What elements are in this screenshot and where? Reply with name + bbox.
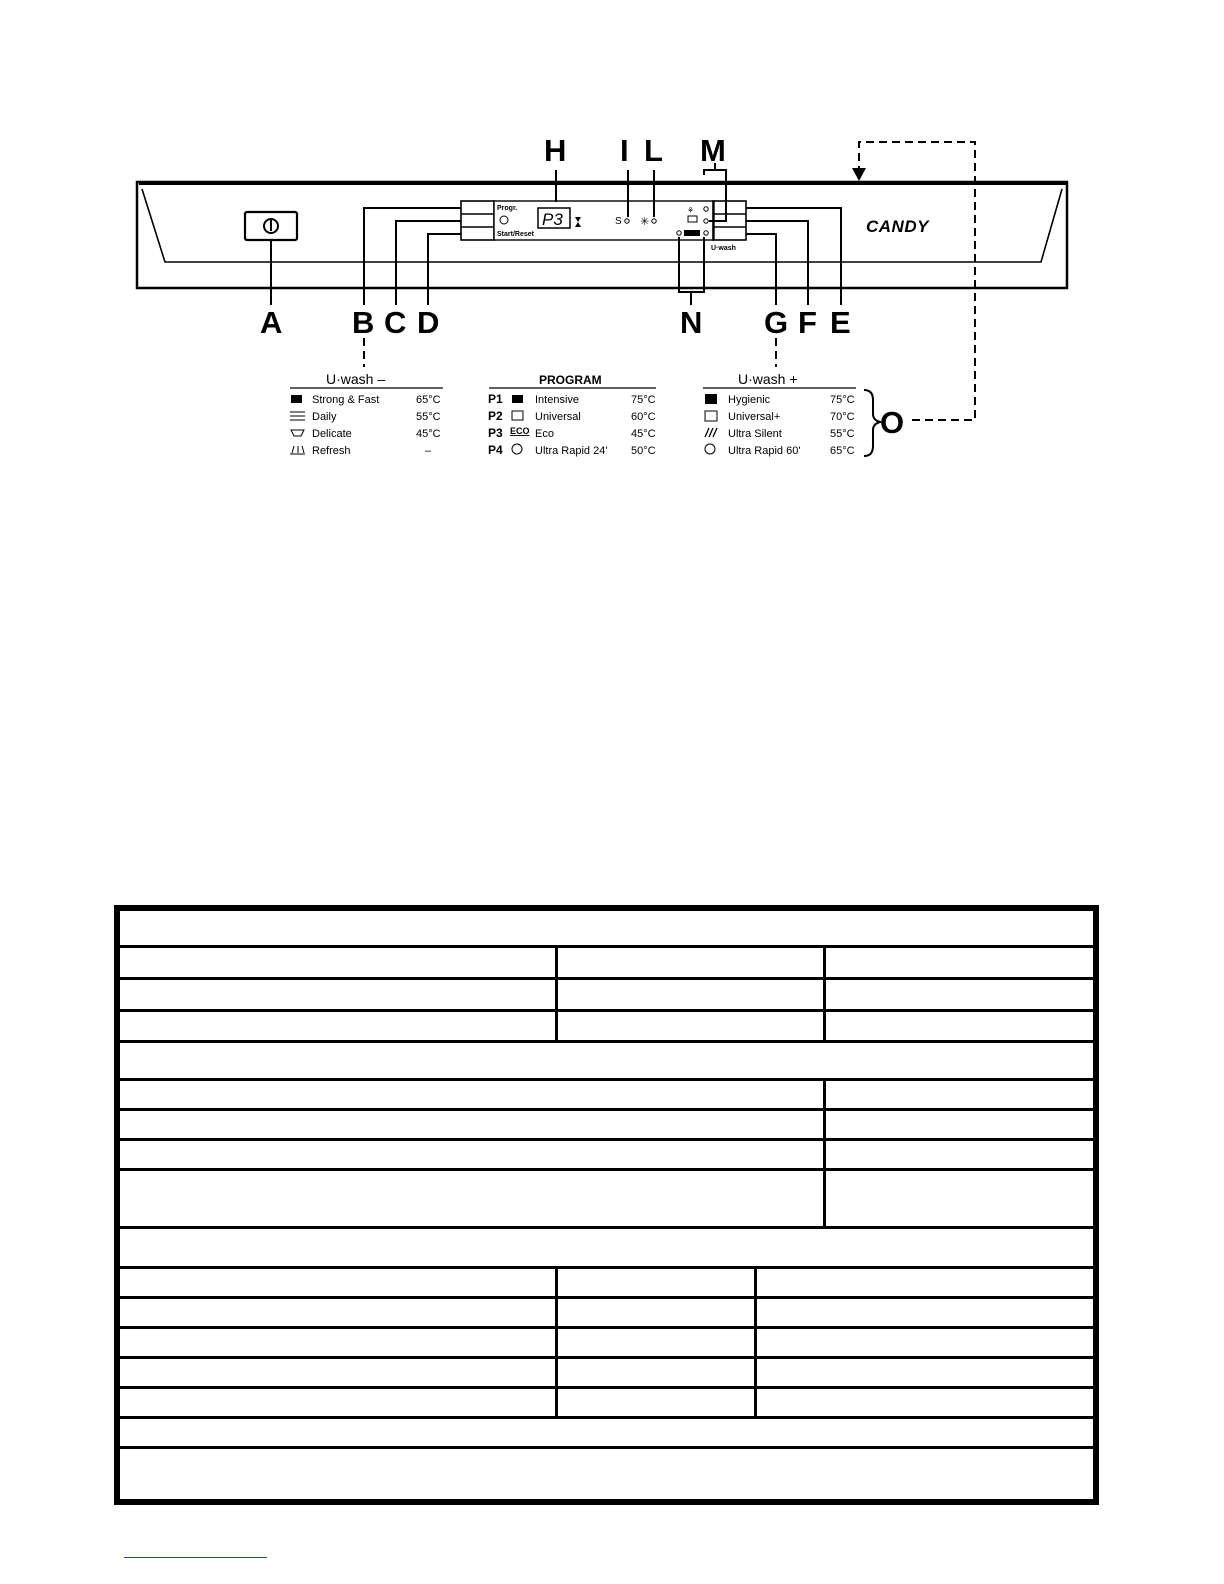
rapid-24-icon: [512, 444, 522, 454]
table-cell: [756, 1267, 1096, 1297]
table-row: [117, 1169, 1096, 1227]
legend-row: [290, 445, 432, 457]
table-row: [117, 1010, 1096, 1041]
callout-a: A: [260, 305, 283, 340]
table-cell: [557, 1357, 756, 1387]
program-temp: 65°C: [830, 445, 855, 457]
table-row: [117, 1447, 1096, 1502]
table-cell: [117, 946, 557, 978]
program-name: Ultra Rapid 24': [535, 445, 608, 457]
legend-row: [488, 426, 656, 440]
table-cell: [756, 1387, 1096, 1417]
display-readout: P3: [542, 210, 563, 229]
table-cell: [117, 1079, 824, 1109]
table-cell: [557, 1010, 825, 1041]
table-cell: [117, 978, 557, 1010]
grouping-brace: [864, 390, 880, 456]
program-temp: 70°C: [830, 411, 855, 423]
callout-o: O: [880, 405, 905, 440]
program-name: Universal+: [728, 411, 781, 423]
program-name: Ultra Rapid 60': [728, 445, 801, 457]
rinse-aid-indicator-icon: ✳: [640, 216, 650, 228]
table-cell: [824, 1169, 1096, 1227]
table-cell: [824, 1010, 1096, 1041]
table-cell: [117, 1267, 557, 1297]
callout-c: C: [384, 305, 407, 340]
table-row: [117, 1041, 1096, 1079]
table-cell: [824, 1139, 1096, 1169]
legend-program: [488, 373, 656, 457]
table-row: [117, 1387, 1096, 1417]
program-code: P4: [488, 443, 503, 457]
legend-title: U·wash +: [738, 371, 798, 387]
program-temp: 75°C: [631, 394, 656, 406]
hygienic-icon: [705, 394, 717, 404]
table-cell: [824, 978, 1096, 1010]
table-cell: [117, 1357, 557, 1387]
table-cell: [557, 978, 825, 1010]
legend-row: [488, 409, 656, 423]
legend-row: [705, 394, 855, 406]
eco-leaf-icon: ⚘: [687, 206, 695, 215]
pan-icon: [512, 411, 523, 420]
legend-title: U·wash –: [326, 371, 386, 387]
half-load-icon: [684, 230, 700, 236]
left-button-stack: [461, 201, 494, 240]
eco-icon: ECO: [510, 426, 530, 436]
cup-icon: [291, 430, 304, 436]
program-temp: 60°C: [631, 411, 656, 423]
legend-title: PROGRAM: [539, 373, 602, 387]
table-cell: [117, 1387, 557, 1417]
table-cell: [824, 946, 1096, 978]
legend-row: [291, 428, 441, 440]
power-button: [245, 212, 297, 240]
program-name: Ultra Silent: [728, 428, 782, 440]
pot-icon: [512, 395, 523, 403]
footer-link-underline[interactable]: [124, 1557, 267, 1558]
program-code: P1: [488, 392, 503, 406]
table-cell: [756, 1297, 1096, 1327]
plates-icon: [290, 412, 305, 420]
control-panel-diagram: [0, 0, 1224, 470]
program-temp: 50°C: [631, 445, 656, 457]
progr-label: Progr.: [497, 205, 518, 212]
table-row: [117, 1227, 1096, 1267]
table-cell: [117, 1041, 1096, 1079]
silent-icon: [705, 428, 717, 437]
program-temp: 65°C: [416, 394, 441, 406]
table-row: [117, 1267, 1096, 1297]
uwash-panel-label: U·wash: [711, 245, 736, 252]
callout-b: B: [352, 305, 375, 340]
program-name: Eco: [535, 428, 554, 440]
table-cell: [117, 908, 1096, 946]
specification-table: [114, 905, 1099, 1505]
refresh-icon: [290, 446, 305, 454]
table-cell: [117, 1447, 1096, 1502]
table-cell: [557, 1297, 756, 1327]
salt-indicator-icon: S: [615, 216, 622, 227]
table-cell: [117, 1417, 1096, 1447]
program-temp: 75°C: [830, 394, 855, 406]
table-cell: [557, 1327, 756, 1357]
table-cell: [117, 1227, 1096, 1267]
start-reset-label: Start/Reset: [497, 231, 534, 238]
program-temp: –: [425, 445, 432, 457]
table-cell: [824, 1079, 1096, 1109]
table-row: [117, 946, 1096, 978]
program-temp: 55°C: [416, 411, 441, 423]
table-row: [117, 1327, 1096, 1357]
table-row: [117, 1079, 1096, 1109]
callout-n: N: [680, 305, 703, 340]
callout-e: E: [830, 305, 851, 340]
legend-row: [705, 444, 855, 457]
table-row: [117, 1357, 1096, 1387]
arrow-down-icon: [852, 168, 866, 181]
legend-row: [291, 394, 441, 406]
universal-plus-icon: [705, 411, 717, 421]
callout-f: F: [798, 305, 817, 340]
legend-row: [705, 428, 855, 440]
program-name: Daily: [312, 411, 337, 423]
table-row: [117, 1297, 1096, 1327]
program-temp: 45°C: [631, 428, 656, 440]
legend-row: [290, 411, 441, 423]
table-row: [117, 1417, 1096, 1447]
program-name: Universal: [535, 411, 581, 423]
table-cell: [117, 1109, 824, 1139]
legend-row: [488, 443, 656, 457]
table-cell: [756, 1327, 1096, 1357]
table-cell: [117, 1297, 557, 1327]
legend-row: [705, 411, 855, 423]
table-cell: [824, 1109, 1096, 1139]
callout-i: I: [620, 133, 629, 168]
table-row: [117, 1109, 1096, 1139]
program-code: P3: [488, 426, 503, 440]
table-cell: [557, 946, 825, 978]
callout-m: M: [700, 133, 726, 168]
program-name: Strong & Fast: [312, 394, 380, 406]
legend-uwash-plus: [703, 371, 880, 457]
program-name: Delicate: [312, 428, 352, 440]
program-name: Hygienic: [728, 394, 771, 406]
callout-l: L: [644, 133, 663, 168]
table-cell: [117, 1327, 557, 1357]
table-row: [117, 1139, 1096, 1169]
table-row: [117, 908, 1096, 946]
legend-uwash-minus: [290, 371, 443, 457]
callout-g: G: [764, 305, 789, 340]
pot-icon: [291, 395, 302, 403]
rapid-60-icon: [705, 444, 715, 454]
table-cell: [117, 1139, 824, 1169]
display-window: [494, 201, 714, 240]
legend-row: [488, 392, 656, 406]
table-cell: [117, 1010, 557, 1041]
program-temp: 55°C: [830, 428, 855, 440]
program-temp: 45°C: [416, 428, 441, 440]
program-name: Intensive: [535, 394, 580, 406]
callout-d: D: [417, 305, 440, 340]
table-cell: [756, 1357, 1096, 1387]
program-name: Refresh: [312, 445, 351, 457]
callout-h: H: [544, 133, 567, 168]
table-row: [117, 978, 1096, 1010]
brand-logo: CANDY: [866, 217, 929, 236]
program-code: P2: [488, 409, 503, 423]
table-cell: [117, 1169, 824, 1227]
table-cell: [557, 1387, 756, 1417]
table-cell: [557, 1267, 756, 1297]
